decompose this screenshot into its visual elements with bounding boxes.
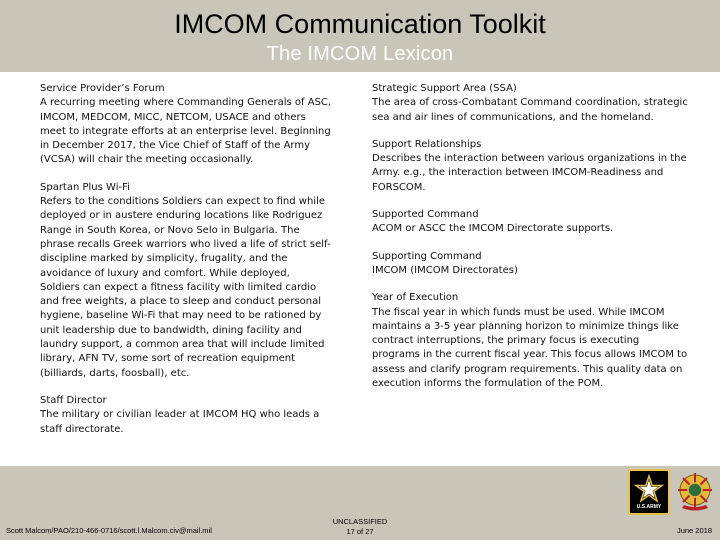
term-supported-command <box>372 208 690 237</box>
term-title: Service Provider’s Forum <box>40 83 165 94</box>
footer-date: June 2018 <box>676 526 712 535</box>
term-definition: ACOM or ASCC the IMCOM Directorate supports. <box>372 223 614 235</box>
right-column <box>372 82 690 404</box>
term-title: Spartan Plus Wi-Fi <box>40 181 130 193</box>
term-title: Strategic Support Area (SSA) <box>372 83 517 94</box>
footer-center <box>300 517 420 537</box>
term-service-providers-forum <box>40 82 332 168</box>
term-title: Year of Execution <box>372 292 459 304</box>
army-logo-text: U.S.ARMY <box>636 504 662 510</box>
term-spartan-plus-wifi <box>40 181 332 381</box>
army-star-icon <box>634 474 664 504</box>
us-army-logo <box>628 469 670 515</box>
term-title: Supporting Command <box>372 250 482 262</box>
term-definition: The military or civilian leader at IMCOM HQ who leads a staff directorate. <box>40 409 320 435</box>
footer-contact: Scott Malcom/PAO/210-466-0716/scott.l.Malcom.civ@mail.mil <box>6 526 212 535</box>
term-title: Support Relationships <box>372 138 482 150</box>
imcom-crest-icon <box>676 470 714 514</box>
term-definition: The fiscal year in which funds must be used. While IMCOM maintains a 3-5 year planning horizon to minimize things like contract interruptions, the primary focus is executing programs in the current fiscal year. This focus allows IMCOM to assess and clarify program requirements. This quality data on execution informs the formulation of the POM. <box>372 306 688 390</box>
term-strategic-support-area <box>372 82 690 125</box>
term-definition: IMCOM (IMCOM Directorates) <box>372 264 518 276</box>
classification-label: UNCLASSIFIED <box>332 517 388 526</box>
term-title: Staff Director <box>40 394 107 406</box>
term-staff-director <box>40 394 332 437</box>
page-title: IMCOM Communication Toolkit <box>174 9 546 39</box>
left-column <box>40 82 332 450</box>
term-year-of-execution <box>372 291 690 391</box>
header-band <box>0 0 720 72</box>
term-definition: Describes the interaction between various organizations in the Army. e.g., the interaction between IMCOM-Readiness and FORSCOM. <box>372 153 687 193</box>
term-definition: The area of cross-Combatant Command coordination, strategic sea and air lines of communications, and the homeland. <box>372 97 688 123</box>
term-support-relationships <box>372 138 690 195</box>
page-subtitle: The IMCOM Lexicon <box>266 43 454 65</box>
term-supporting-command <box>372 250 690 279</box>
term-title: Supported Command <box>372 209 479 221</box>
term-definition: A recurring meeting where Commanding Generals of ASC, IMCOM, MEDCOM, MICC, NETCOM, USACE and others meet to integrate efforts at an enterprise level. Beginning in December 2017, the Vice Chief of Staff of the Army (VCSA) will chair the meeting occasionally. <box>40 97 332 166</box>
page-number: 17 of 27 <box>346 527 374 536</box>
term-definition: Refers to the conditions Soldiers can expect to find while deployed or in austere enduring locations like Rodriguez Range in South Korea, or Novo Selo in Bulgaria. The phrase recalls Greek warriors who lived a life of strict self-discipline marked by simplicity, frugality, and the avoidance of luxury and comfort. While deployed, Soldiers can expect a fitness facility with limited cardio and free weights, a place to sleep and conduct personal hygiene, baseline Wi-Fi that may need to be rationed by unit leadership due to bandwidth, dining facility and laundry support, a common area that will include limited library, AFN TV, some sort of recreation equipment (billiards, darts, foosball), etc. <box>40 196 331 379</box>
